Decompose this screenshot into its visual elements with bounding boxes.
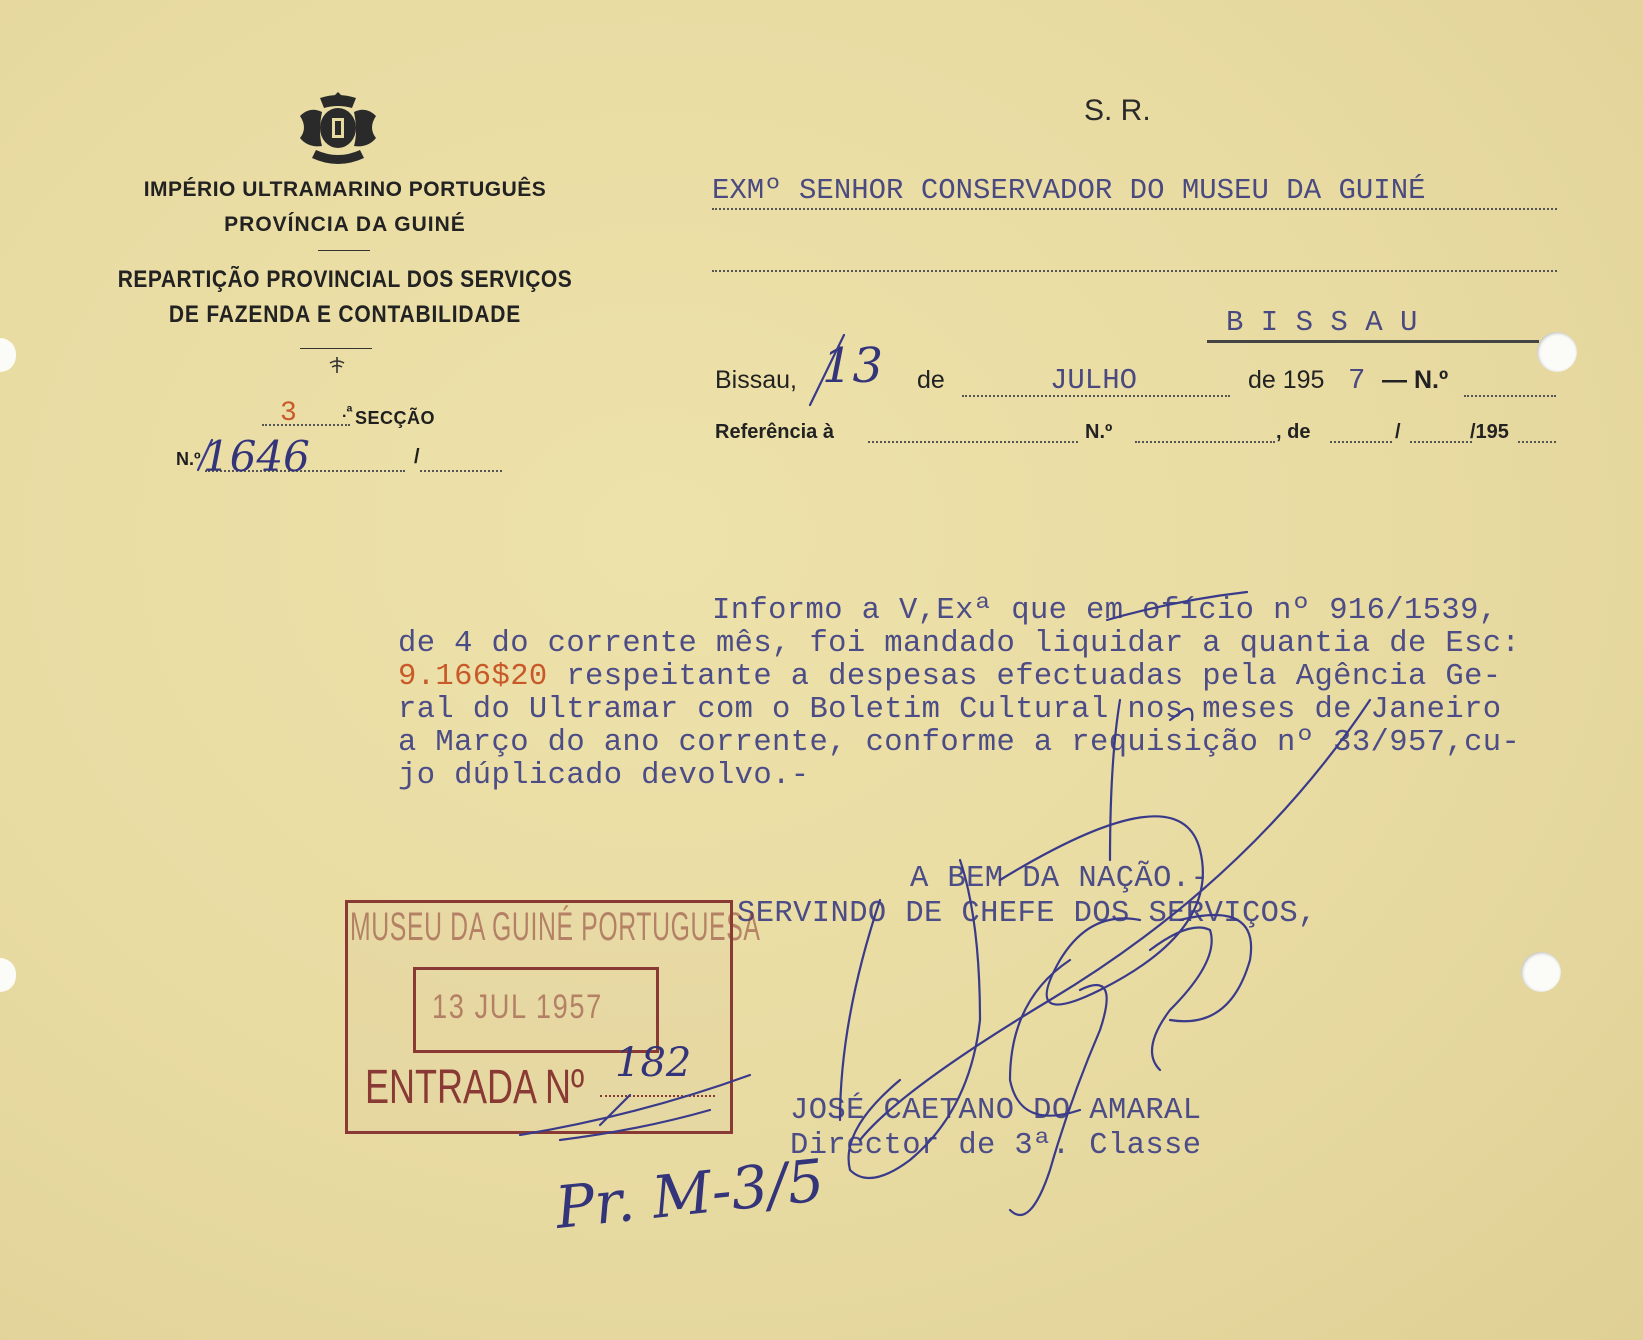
addressee-name: EXMº SENHOR CONSERVADOR DO MUSEU DA GUINÉ [712, 174, 1426, 207]
letterhead-line-4: DE FAZENDA E CONTABILIDADE [168, 301, 522, 328]
letterhead-line-1: IMPÉRIO ULTRAMARINO PORTUGUÊS [143, 178, 547, 201]
date-de-1: de [917, 366, 945, 394]
date-month: JULHO [1050, 364, 1138, 397]
addressee-city: B I S S A U [1226, 306, 1418, 339]
date-day-stroke [810, 335, 844, 405]
body-line-4: ral do Ultramar com o Boletim Cultural nos meses de Janeiro [398, 693, 1502, 727]
stamp-entrada-number: 182 [615, 1040, 692, 1086]
reference-de: , de [1276, 421, 1311, 443]
stamp-header: MUSEU DA GUINÉ PORTUGUESA [350, 905, 761, 949]
date-year-digit: 7 [1348, 364, 1366, 397]
signatory-title: Director de 3ª. Classe [790, 1129, 1202, 1163]
numero-slash: / [414, 446, 420, 468]
letterhead-line-2: PROVÍNCIA DA GUINÉ [224, 213, 466, 236]
date-de-2: de 195 [1248, 366, 1325, 394]
date-day: 13 [822, 338, 884, 394]
body-line-6: jo dúplicado devolvo.- [398, 759, 810, 793]
body-line-2: de 4 do corrente mês, foi mandado liquidar a quantia de Esc: [398, 627, 1521, 661]
body-line-3-rest: respeitante a despesas efectuadas pela Agência Ge- [547, 660, 1502, 694]
closing-role: SERVINDO DE CHEFE DOS SERVIÇOS, [737, 897, 1317, 931]
handwritten-annotation: Pr. M-3/5 [552, 1146, 828, 1242]
reference-slash: / [1395, 421, 1401, 443]
body-line-1: Informo a V,Exª que em ofício nº 916/1539, [712, 594, 1498, 628]
reference-label: Referência à [715, 421, 834, 443]
numero-value: 1646 [203, 432, 310, 481]
date-place: Bissau, [715, 366, 797, 394]
letterhead-line-3: REPARTIÇÃO PROVINCIAL DOS SERVIÇOS [117, 266, 573, 293]
reference-no-label: N.º [1085, 421, 1113, 443]
reference-year: /195 [1470, 421, 1509, 443]
addressee-sr: S. R. [1084, 94, 1151, 127]
numero-label: N.º [176, 449, 201, 469]
seccao-suffix: .ª [342, 404, 353, 421]
body-amount: 9.166$20 [398, 660, 548, 694]
body-line-5: a Março do ano corrente, conforme a requisição nº 33/957,cu- [398, 726, 1521, 760]
closing-salutation: A BEM DA NAÇÃO.- [910, 862, 1210, 896]
stamp-entrada-label: ENTRADA Nº [365, 1061, 585, 1114]
signatory-name: JOSÉ CAETANO DO AMARAL [790, 1094, 1202, 1128]
seccao-number: 3 [280, 398, 297, 429]
seccao-label: SECÇÃO [355, 408, 436, 428]
date-no-label: — N.º [1382, 366, 1449, 394]
stamp-date: 13 JUL 1957 [432, 988, 603, 1026]
